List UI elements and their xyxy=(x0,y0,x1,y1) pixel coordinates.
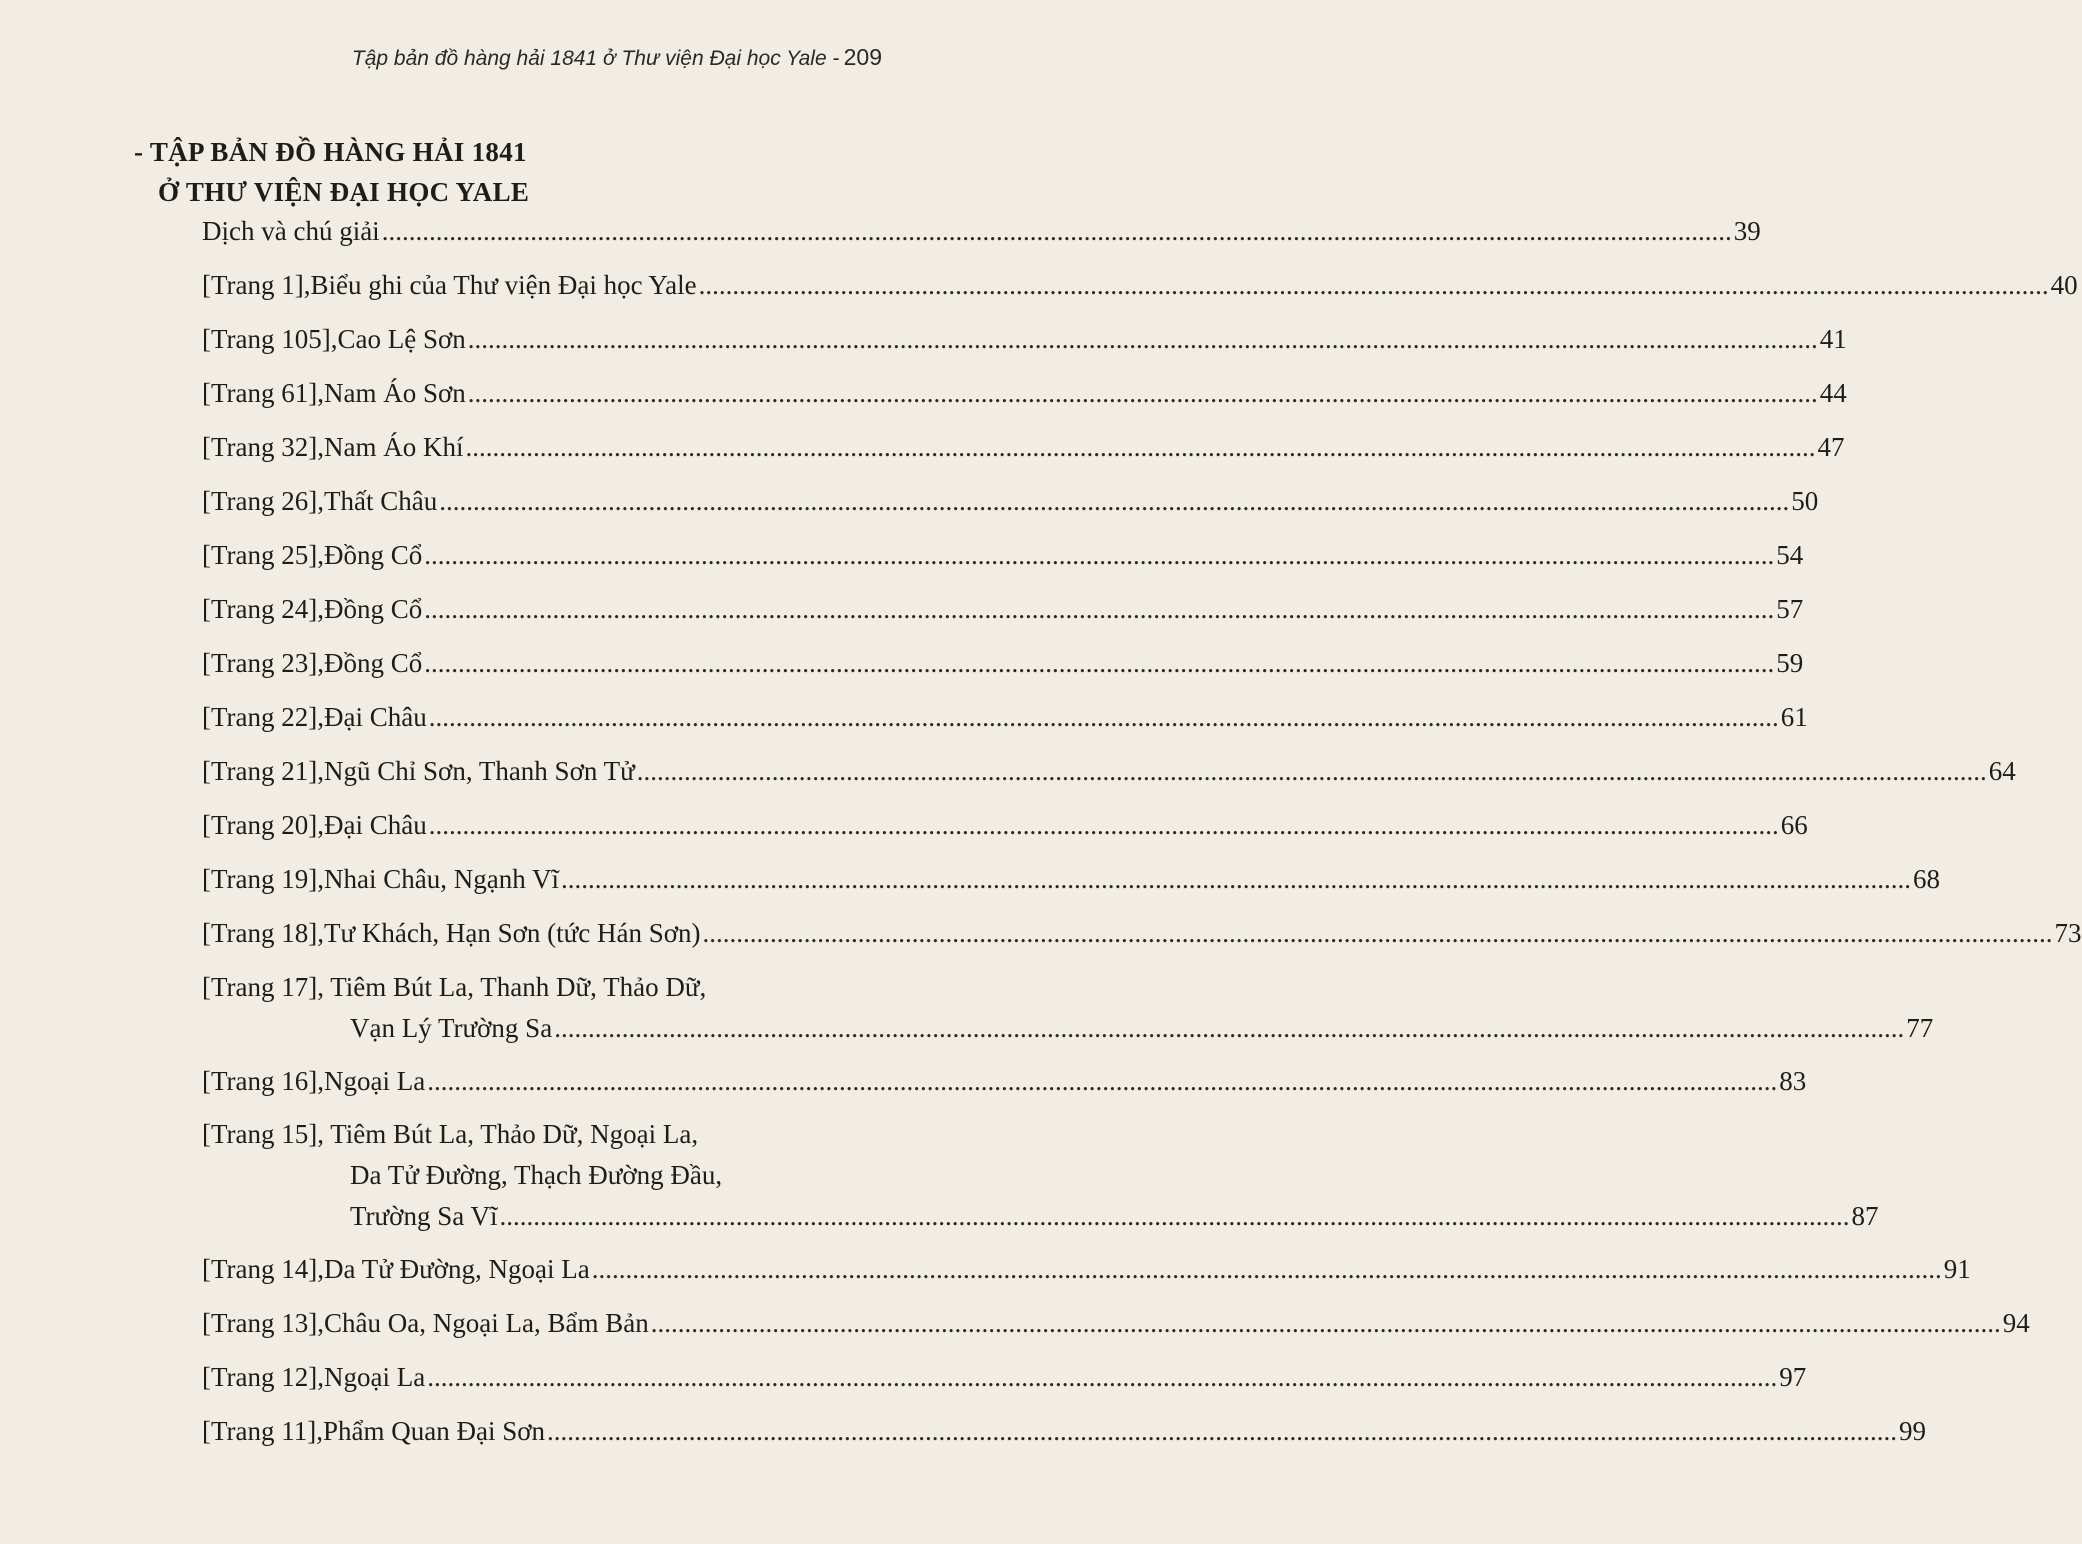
toc-entry-line xyxy=(202,265,2078,306)
dot-leader: ........................................................................................................................................................................................................ xyxy=(467,378,1818,408)
toc-entry-page: 97 xyxy=(1779,1362,1807,1392)
toc-entry xyxy=(202,751,2016,792)
dot-leader: ........................................................................................................................................................................................................ xyxy=(591,1254,1942,1284)
toc-entry-line xyxy=(202,427,1845,468)
section-title-line2: Ở THƯ VIỆN ĐẠI HỌC YALE xyxy=(158,177,530,207)
dot-leader: ........................................................................................................................................................................................................ xyxy=(467,324,1818,354)
toc-entry-page: 66 xyxy=(1780,810,1808,840)
dot-leader: ........................................................................................................................................................................................................ xyxy=(424,648,1775,678)
toc-entry-prefix: [Trang 19], xyxy=(202,864,325,894)
toc-entry-page: 40 xyxy=(2050,270,2078,300)
toc-entry-title: Ngoại La xyxy=(324,1362,426,1392)
toc-entry-line xyxy=(202,1155,878,1196)
toc-entry-prefix: [Trang 61], xyxy=(202,378,325,408)
dot-leader: ........................................................................................................................................................................................................ xyxy=(554,1013,1905,1043)
toc-entry xyxy=(202,1061,1807,1102)
table-of-contents xyxy=(202,211,2082,1452)
toc-entry-line xyxy=(202,1357,1807,1398)
toc-entry-line xyxy=(202,1061,1807,1102)
toc-entry-line xyxy=(202,211,1761,252)
toc-entry-title: Trường Sa Vĩ xyxy=(350,1201,498,1231)
toc-entry-line xyxy=(202,1196,1879,1237)
toc-entry-line xyxy=(202,751,2016,792)
toc-entry-line xyxy=(202,1411,1927,1452)
toc-entry-page: 47 xyxy=(1817,432,1845,462)
toc-entry-page: 77 xyxy=(1906,1013,1934,1043)
toc-entry-title: Phẩm Quan Đại Sơn xyxy=(323,1416,546,1446)
dot-leader: ........................................................................................................................................................................................................ xyxy=(428,810,1779,840)
toc-entry-prefix: [Trang 20], xyxy=(202,810,325,840)
toc-entry-title: Ngũ Chỉ Sơn, Thanh Sơn Tử xyxy=(324,756,635,786)
toc-entry-line xyxy=(202,967,878,1008)
toc-entry-prefix: [Trang 11], xyxy=(202,1416,323,1446)
toc-entry-title: Biểu ghi của Thư viện Đại học Yale xyxy=(310,270,697,300)
toc-entry xyxy=(202,1303,2030,1344)
toc-entry-page: 99 xyxy=(1899,1416,1927,1446)
toc-entry xyxy=(202,589,1804,630)
toc-entry-page: 54 xyxy=(1776,540,1804,570)
toc-entry-prefix: [Trang 13], xyxy=(202,1308,325,1338)
toc-entry xyxy=(202,1249,1971,1290)
toc-entry xyxy=(202,427,1845,468)
toc-entry-title: Tiêm Bút La, Thảo Dữ, Ngoại La, xyxy=(330,1119,699,1149)
toc-entry-page: 91 xyxy=(1943,1254,1971,1284)
toc-entry-line xyxy=(202,1303,2030,1344)
toc-entry-line xyxy=(202,643,1804,684)
toc-entry-prefix: [Trang 22], xyxy=(202,702,325,732)
toc-entry xyxy=(202,535,1804,576)
toc-entry-page: 94 xyxy=(2002,1308,2030,1338)
toc-entry-page: 44 xyxy=(1819,378,1847,408)
toc-entry xyxy=(202,211,1761,252)
dot-leader: ........................................................................................................................................................................................................ xyxy=(499,1201,1850,1231)
toc-entry-title: Cao Lệ Sơn xyxy=(337,324,466,354)
toc-entry-title: Đại Châu xyxy=(324,702,427,732)
toc-entry xyxy=(202,859,1940,900)
toc-entry-prefix: [Trang 32], xyxy=(202,432,325,462)
running-header xyxy=(352,44,882,71)
toc-entry-line xyxy=(202,859,1940,900)
toc-entry-page: 50 xyxy=(1791,486,1819,516)
toc-entry-title: Da Tử Đường, Ngoại La xyxy=(324,1254,590,1284)
toc-entry xyxy=(202,373,1847,414)
dot-leader: ........................................................................................................................................................................................................ xyxy=(424,594,1775,624)
toc-entry-prefix: [Trang 12], xyxy=(202,1362,325,1392)
dot-leader: ........................................................................................................................................................................................................ xyxy=(427,1066,1778,1096)
toc-entry-page: 41 xyxy=(1819,324,1847,354)
toc-entry-prefix: [Trang 23], xyxy=(202,648,325,678)
toc-entry-page: 57 xyxy=(1776,594,1804,624)
toc-entry-title: Da Tử Đường, Thạch Đường Đầu, xyxy=(350,1160,723,1190)
toc-entry-page: 73 xyxy=(2054,918,2082,948)
toc-entry xyxy=(202,319,1847,360)
toc-entry-prefix: [Trang 1], xyxy=(202,270,311,300)
toc-entry-title: Nam Áo Sơn xyxy=(324,378,466,408)
dot-leader: ........................................................................................................................................................................................................ xyxy=(424,540,1775,570)
toc-entry-page: 61 xyxy=(1780,702,1808,732)
toc-entry-line xyxy=(202,373,1847,414)
toc-entry-page: 59 xyxy=(1776,648,1804,678)
dot-leader: ........................................................................................................................................................................................................ xyxy=(561,864,1911,894)
dot-leader: ........................................................................................................................................................................................................ xyxy=(650,1308,2001,1338)
toc-entry-title: Đồng Cổ xyxy=(324,540,423,570)
toc-entry-title: Tư Khách, Hạn Sơn (tức Hán Sơn) xyxy=(324,918,701,948)
toc-entry-title: Vạn Lý Trường Sa xyxy=(350,1013,553,1043)
page-number: 209 xyxy=(843,44,882,70)
toc-entry xyxy=(202,265,2078,306)
toc-entry xyxy=(202,1357,1807,1398)
toc-entry xyxy=(202,1114,1879,1237)
toc-entry-line xyxy=(202,1008,1934,1049)
running-header-separator: - xyxy=(832,47,840,70)
section-title-line1: - TẬP BẢN ĐỒ HÀNG HẢI 1841 xyxy=(134,137,527,167)
toc-entry-page: 68 xyxy=(1913,864,1940,894)
toc-entry-prefix: [Trang 26], xyxy=(202,486,325,516)
toc-entry xyxy=(202,643,1804,684)
toc-entry-title: Nam Áo Khí xyxy=(324,432,464,462)
toc-entry-title: Tiêm Bút La, Thanh Dữ, Thảo Dữ, xyxy=(330,972,707,1002)
dot-leader: ........................................................................................................................................................................................................ xyxy=(698,270,2049,300)
toc-entry-title: Đồng Cổ xyxy=(324,648,423,678)
toc-entry-prefix: [Trang 15], xyxy=(202,1119,331,1149)
toc-entry-prefix: [Trang 17], xyxy=(202,972,331,1002)
toc-entry-line xyxy=(202,1114,878,1155)
toc-entry xyxy=(202,967,1934,1049)
toc-entry xyxy=(202,913,2082,954)
dot-leader: ........................................................................................................................................................................................................ xyxy=(427,1362,1778,1392)
toc-entry-line xyxy=(202,535,1804,576)
section-title xyxy=(134,132,529,212)
dot-leader: ........................................................................................................................................................................................................ xyxy=(381,216,1732,246)
toc-entry xyxy=(202,481,1819,522)
toc-entry-title: Dịch và chú giải xyxy=(202,216,380,246)
dot-leader: ........................................................................................................................................................................................................ xyxy=(636,756,1987,786)
dot-leader: ........................................................................................................................................................................................................ xyxy=(547,1416,1898,1446)
toc-entry-prefix: [Trang 18], xyxy=(202,918,325,948)
dot-leader: ........................................................................................................................................................................................................ xyxy=(439,486,1790,516)
running-header-title: Tập bản đồ hàng hải 1841 ở Thư viện Đại học Yale xyxy=(351,47,827,70)
toc-entry-prefix: [Trang 24], xyxy=(202,594,325,624)
toc-entry-line xyxy=(202,1249,1971,1290)
toc-entry-prefix: [Trang 25], xyxy=(202,540,325,570)
toc-entry-title: Ngoại La xyxy=(324,1066,426,1096)
toc-entry-line xyxy=(202,319,1847,360)
toc-entry xyxy=(202,1411,1927,1452)
toc-entry-title: Đồng Cổ xyxy=(324,594,423,624)
toc-entry-page: 83 xyxy=(1779,1066,1807,1096)
toc-entry-prefix: [Trang 14], xyxy=(202,1254,325,1284)
toc-entry-line xyxy=(202,805,1808,846)
toc-entry-title: Nhai Châu, Ngạnh Vĩ xyxy=(324,864,559,894)
toc-entry-prefix: [Trang 105], xyxy=(202,324,338,354)
toc-entry xyxy=(202,805,1808,846)
toc-entry-title: Châu Oa, Ngoại La, Bẩm Bản xyxy=(324,1308,649,1338)
toc-entry-line xyxy=(202,481,1819,522)
dot-leader: ........................................................................................................................................................................................................ xyxy=(702,918,2053,948)
toc-entry-title: Thất Châu xyxy=(324,486,438,516)
toc-entry-prefix: [Trang 21], xyxy=(202,756,325,786)
dot-leader: ........................................................................................................................................................................................................ xyxy=(428,702,1779,732)
toc-entry-page: 64 xyxy=(1988,756,2016,786)
toc-entry-line xyxy=(202,589,1804,630)
toc-entry-line xyxy=(202,913,2082,954)
toc-entry-prefix: [Trang 16], xyxy=(202,1066,325,1096)
dot-leader: ........................................................................................................................................................................................................ xyxy=(465,432,1816,462)
toc-entry-page: 39 xyxy=(1733,216,1761,246)
toc-entry-page: 87 xyxy=(1851,1201,1879,1231)
toc-entry xyxy=(202,697,1808,738)
toc-entry-title: Đại Châu xyxy=(324,810,427,840)
toc-entry-line xyxy=(202,697,1808,738)
